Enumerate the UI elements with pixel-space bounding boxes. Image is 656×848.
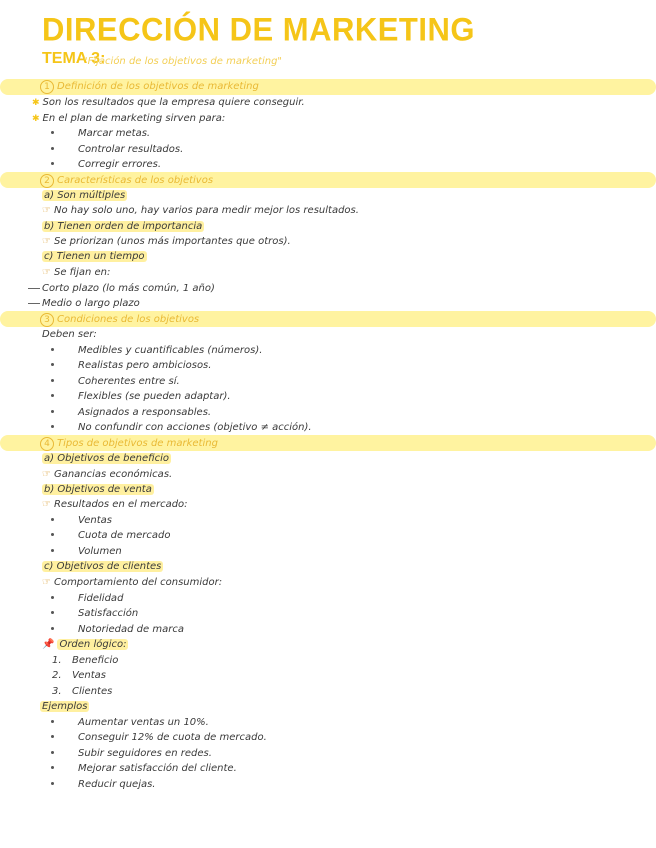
list-item-text: Mejorar satisfacción del cliente. [78, 763, 237, 774]
bullet-icon [51, 363, 54, 366]
list-item-text: Medio o largo plazo [42, 298, 140, 309]
subheading [42, 251, 147, 262]
note [42, 267, 110, 278]
ejemplos-heading [40, 701, 89, 712]
ordered-number: 3. [52, 686, 62, 697]
pointing-hand-icon: ☞ [42, 499, 51, 510]
section-3-heading [40, 313, 199, 327]
dash-icon [28, 288, 40, 289]
ordered-item-text: Ventas [72, 670, 107, 681]
bullet-icon [51, 766, 54, 769]
bullet-icon [51, 394, 54, 397]
star-bullet-icon: ✱ [32, 114, 40, 124]
subheading-text: a) Objetivos de beneficio [44, 453, 170, 464]
subheading-text: a) Son múltiples [44, 190, 126, 201]
list-item-text: Asignados a responsables. [78, 407, 212, 418]
section-number: 2 [40, 174, 54, 188]
list-item-text: Controlar resultados. [78, 144, 184, 155]
list-item [45, 530, 170, 541]
ordered-item-text: Clientes [72, 686, 113, 697]
list-item-text: Corto plazo (lo más común, 1 año) [42, 283, 215, 294]
subheading-text: c) Tienen un tiempo [44, 251, 145, 262]
list-item [28, 283, 215, 294]
list-item-text: Reducir quejas. [78, 779, 156, 790]
ordered-item [52, 670, 106, 681]
note [42, 499, 188, 510]
bullet-icon [51, 533, 54, 536]
pointing-hand-icon: ☞ [42, 236, 51, 247]
list-item-text: Aumentar ventas un 10%. [78, 717, 209, 728]
ejemplos-title: Ejemplos [42, 701, 88, 712]
list-item-text: Coherentes entre sí. [78, 376, 180, 387]
pointing-hand-icon: ☞ [42, 469, 51, 480]
bullet-icon [51, 518, 54, 521]
bullet-icon [51, 751, 54, 754]
list-item-text: Conseguir 12% de cuota de mercado. [78, 732, 267, 743]
bullet-icon [51, 162, 54, 165]
list-item-text: Corregir errores. [78, 159, 162, 170]
ordered-item [52, 655, 118, 666]
ordered-item [52, 686, 112, 697]
ordered-item-text: Beneficio [72, 655, 119, 666]
list-item-text: Volumen [78, 546, 122, 557]
list-item [45, 407, 211, 418]
section-title: Definición de los objetivos de marketing [57, 81, 259, 92]
star-bullet-icon: ✱ [32, 98, 40, 108]
list-item [45, 515, 112, 526]
paragraph: Deben ser: [42, 329, 97, 340]
orden-title: Orden lógico: [59, 639, 127, 650]
paragraph [32, 113, 225, 124]
list-item [45, 748, 212, 759]
bullet-icon [51, 782, 54, 785]
bullet-icon [51, 596, 54, 599]
subheading-text: b) Objetivos de venta [44, 484, 152, 495]
list-item [45, 546, 122, 557]
orden-heading [42, 639, 128, 650]
pushpin-icon: 📌 [42, 639, 55, 650]
note-text: Resultados en el mercado: [53, 499, 188, 510]
list-item [45, 608, 138, 619]
list-item-text: Notoriedad de marca [78, 624, 184, 635]
list-item [45, 376, 180, 387]
list-item-text: Satisfacción [78, 608, 139, 619]
page-title: DIRECCIÓN DE MARKETING [42, 10, 475, 49]
list-item-text: Realistas pero ambiciosos. [78, 360, 212, 371]
bullet-icon [51, 627, 54, 630]
list-item-text: Ventas [78, 515, 113, 526]
list-item-text: Fidelidad [78, 593, 124, 604]
tema-subtitle: "Fijación de los objetivos de marketing" [83, 56, 283, 67]
note-text: Se priorizan (unos más importantes que otros). [53, 236, 291, 247]
list-item [45, 159, 161, 170]
list-item [45, 360, 211, 371]
list-item [45, 144, 183, 155]
pointing-hand-icon: ☞ [42, 205, 51, 216]
list-item [45, 732, 267, 743]
note-text: Ganancias económicas. [53, 469, 173, 480]
paragraph-text: En el plan de marketing sirven para: [42, 113, 226, 124]
note-text: No hay solo uno, hay varios para medir mejor los resultados. [53, 205, 359, 216]
subheading-text: c) Objetivos de clientes [44, 561, 162, 572]
paragraph [32, 97, 305, 108]
subheading-text: b) Tienen orden de importancia [44, 221, 203, 232]
section-title: Condiciones de los objetivos [57, 314, 200, 325]
dash-icon [28, 303, 40, 304]
list-item [45, 624, 184, 635]
list-item-text: Marcar metas. [78, 128, 151, 139]
list-item-text: Cuota de mercado [78, 530, 171, 541]
subheading [42, 561, 163, 572]
ordered-number: 1. [52, 655, 62, 666]
note [42, 469, 172, 480]
bullet-icon [51, 379, 54, 382]
bullet-icon [51, 410, 54, 413]
list-item [45, 422, 312, 433]
list-item [45, 593, 123, 604]
list-item [45, 391, 231, 402]
bullet-icon [51, 348, 54, 351]
section-title: Características de los objetivos [57, 175, 214, 186]
section-1-heading [40, 80, 259, 94]
list-item [28, 298, 140, 309]
list-item [45, 779, 156, 790]
bullet-icon [51, 611, 54, 614]
tema-label: TEMA 3: [42, 50, 106, 67]
note [42, 236, 291, 247]
pointing-hand-icon: ☞ [42, 577, 51, 588]
subheading [42, 484, 154, 495]
bullet-icon [51, 147, 54, 150]
note-text: Se fijan en: [53, 267, 111, 278]
subheading [42, 453, 171, 464]
bullet-icon [51, 735, 54, 738]
pointing-hand-icon: ☞ [42, 267, 51, 278]
subheading [42, 190, 127, 201]
list-item [45, 763, 237, 774]
list-item [45, 128, 150, 139]
note [42, 577, 222, 588]
section-number: 1 [40, 80, 54, 94]
bullet-icon [51, 720, 54, 723]
bullet-icon [51, 549, 54, 552]
list-item-text: No confundir con acciones (objetivo ≠ acción). [78, 422, 312, 433]
bullet-icon [51, 131, 54, 134]
list-item-text: Medibles y cuantificables (números). [78, 345, 263, 356]
section-4-heading [40, 437, 218, 451]
list-item [45, 345, 262, 356]
subheading [42, 221, 204, 232]
list-item-text: Subir seguidores en redes. [78, 748, 212, 759]
list-item-text: Flexibles (se pueden adaptar). [78, 391, 231, 402]
section-number: 4 [40, 437, 54, 451]
bullet-icon [51, 425, 54, 428]
section-2-heading [40, 174, 213, 188]
section-number: 3 [40, 313, 54, 327]
paragraph-text: Son los resultados que la empresa quiere conseguir. [42, 97, 305, 108]
note [42, 205, 359, 216]
ordered-number: 2. [52, 670, 62, 681]
section-title: Tipos de objetivos de marketing [57, 438, 218, 449]
note-text: Comportamiento del consumidor: [53, 577, 223, 588]
list-item [45, 717, 209, 728]
